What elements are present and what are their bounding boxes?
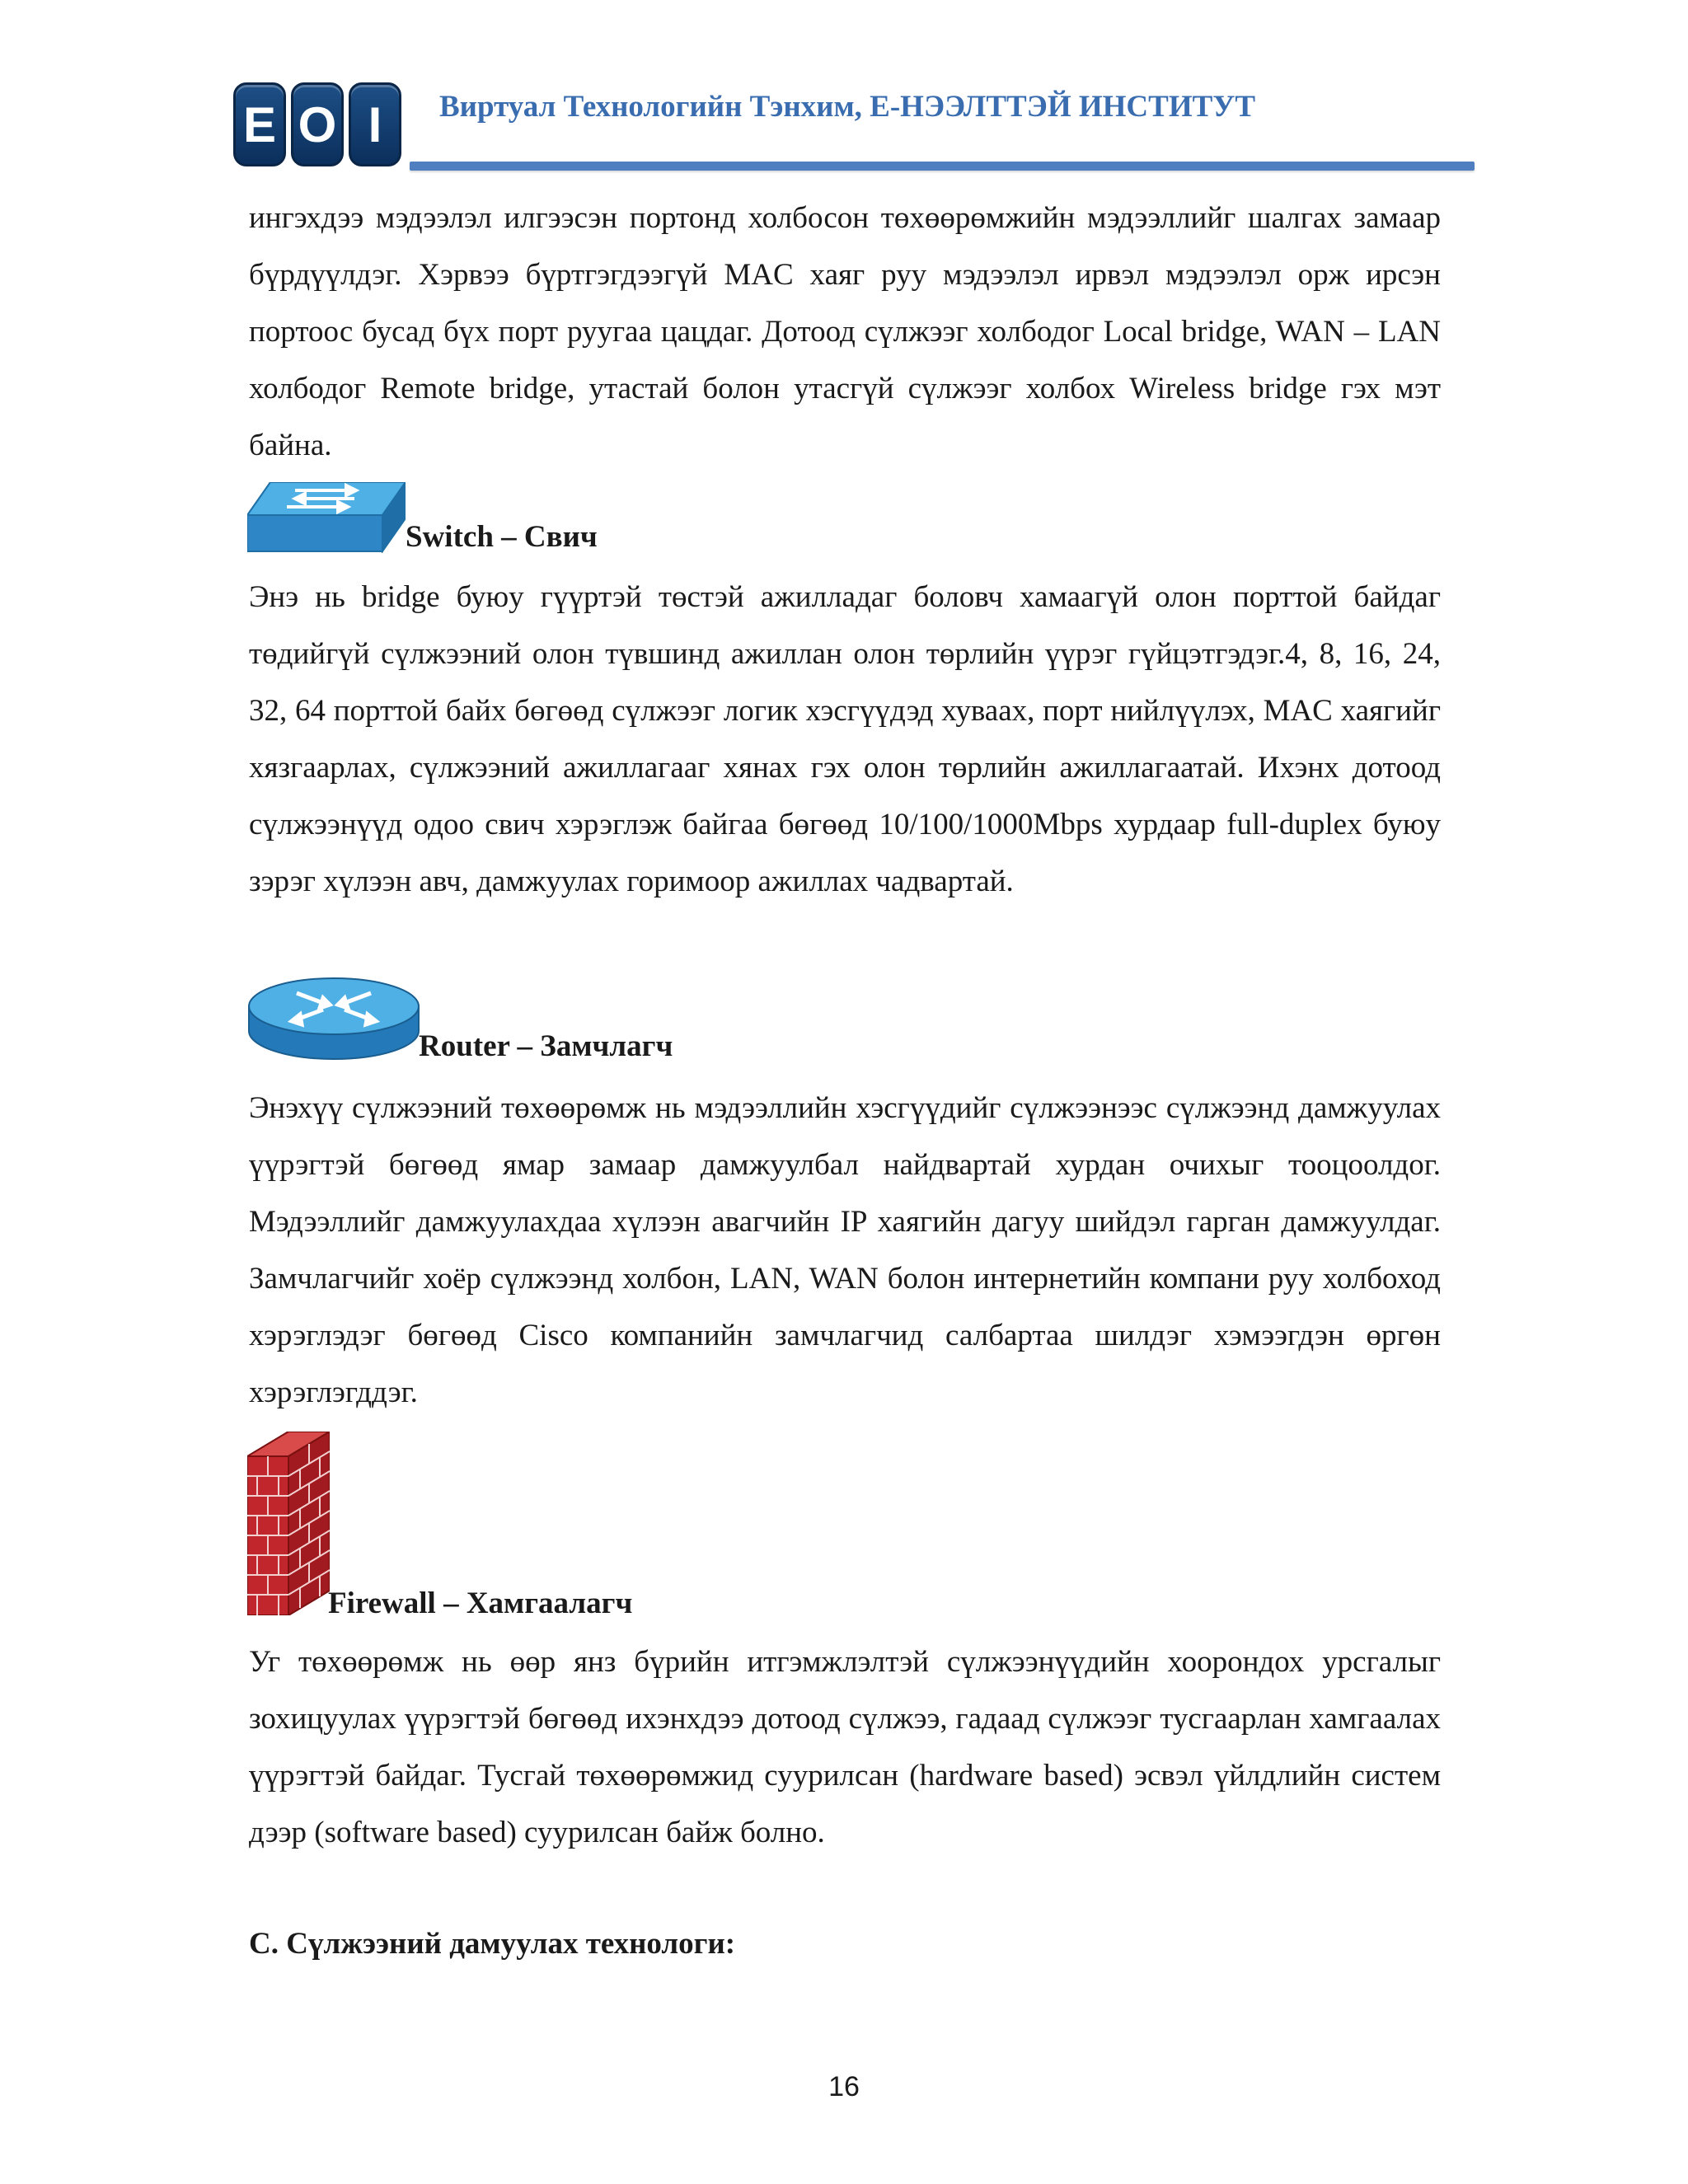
section-heading: C. Сүлжээний дамуулах технологи: bbox=[249, 1927, 736, 1961]
eoi-logo bbox=[233, 82, 401, 166]
switch-icon bbox=[247, 482, 406, 553]
header-divider bbox=[410, 162, 1475, 171]
firewall-heading: Firewall – Хамгаалагч bbox=[328, 1586, 633, 1620]
switch-paragraph: Энэ нь bridge буюу гүүртэй төстэй ажилладаг боловч хамаагүй олон порттой байдаг төдийгүй сүлжээний олон түвшинд ажиллан олон төрлийн үүрэг гүйцэтгэдэг.4, 8, 16, 24, 32, 64 порттой байх бөгөөд сүлжээг логик хэсгүүдэд хуваах, порт нийлүүлэх, MAC хаягийг хязгаарлах, сүлжээний ажиллагааг хянах гэх олон төрлийн ажиллагаатай. Ихэнх дотоод сүлжээнүүд одоо свич хэрэглэж байгаа бөгөөд 10/100/1000Mbps хурдаар full-duplex буюу зэрэг хүлээн авч, дамжуулах горимоор ажиллах чадвартай. bbox=[249, 580, 1441, 898]
firewall-paragraph: Уг төхөөрөмж нь өөр янз бүрийн итгэмжлэлтэй сүлжээнүүдийн хоорондох урсгалыг зохицуулах үүрэгтэй бөгөөд ихэнхдээ дотоод сүлжээ, гадаад сүлжээг тусгаарлан хамгаалах үүрэгтэй байдаг. Тусгай төхөөрөмжид суурилсан (hardware based) эсвэл үйлдлийн систем дээр (software based) суурилсан байж болно. bbox=[249, 1645, 1441, 1849]
switch-heading: Switch – Свич bbox=[406, 520, 598, 554]
header-title: Виртуал Технологийн Тэнхим, Е-НЭЭЛТТЭЙ ИНСТИТУТ bbox=[439, 90, 1256, 124]
logo-letter: E bbox=[233, 82, 286, 166]
firewall-icon bbox=[247, 1432, 330, 1615]
router-heading: Router – Замчлагч bbox=[419, 1029, 673, 1063]
page-number: 16 bbox=[828, 2071, 860, 2102]
logo-letter: O bbox=[291, 82, 344, 166]
logo-letter: I bbox=[349, 82, 401, 166]
bridge-paragraph: ингэхдээ мэдээлэл илгээсэн портонд холбосон төхөөрөмжийн мэдээллийг шалгах замаар бүрдүүлдэг. Хэрвээ бүртгэгдээгүй MAC хаяг руу мэдээлэл ирвэл мэдээлэл орж ирсэн портоос бусад бүх порт руугаа цацдаг. Дотоод сүлжээг холбодог Local bridge, WAN – LAN холбодог Remote bridge, утастай болон утасгүй сүлжээг холбох Wireless bridge гэх мэт байна. bbox=[249, 201, 1441, 462]
router-icon bbox=[247, 977, 420, 1061]
router-paragraph: Энэхүү сүлжээний төхөөрөмж нь мэдээллийн хэсгүүдийг сүлжээнээс сүлжээнд дамжуулах үүрэгтэй бөгөөд ямар замаар дамжуулбал найдвартай хурдан очихыг тооцоолдог. Мэдээллийг дамжуулахдаа хүлээн авагчийн IP хаягийн дагуу шийдэл гарган дамжуулдаг. Замчлагчийг хоёр сүлжээнд холбон, LAN, WAN болон интернетийн компани руу холбоход хэрэглэдэг бөгөөд Cisco компанийн замчлагчид салбартаа шилдэг хэмээгдэн өргөн хэрэглэгддэг. bbox=[249, 1091, 1441, 1409]
